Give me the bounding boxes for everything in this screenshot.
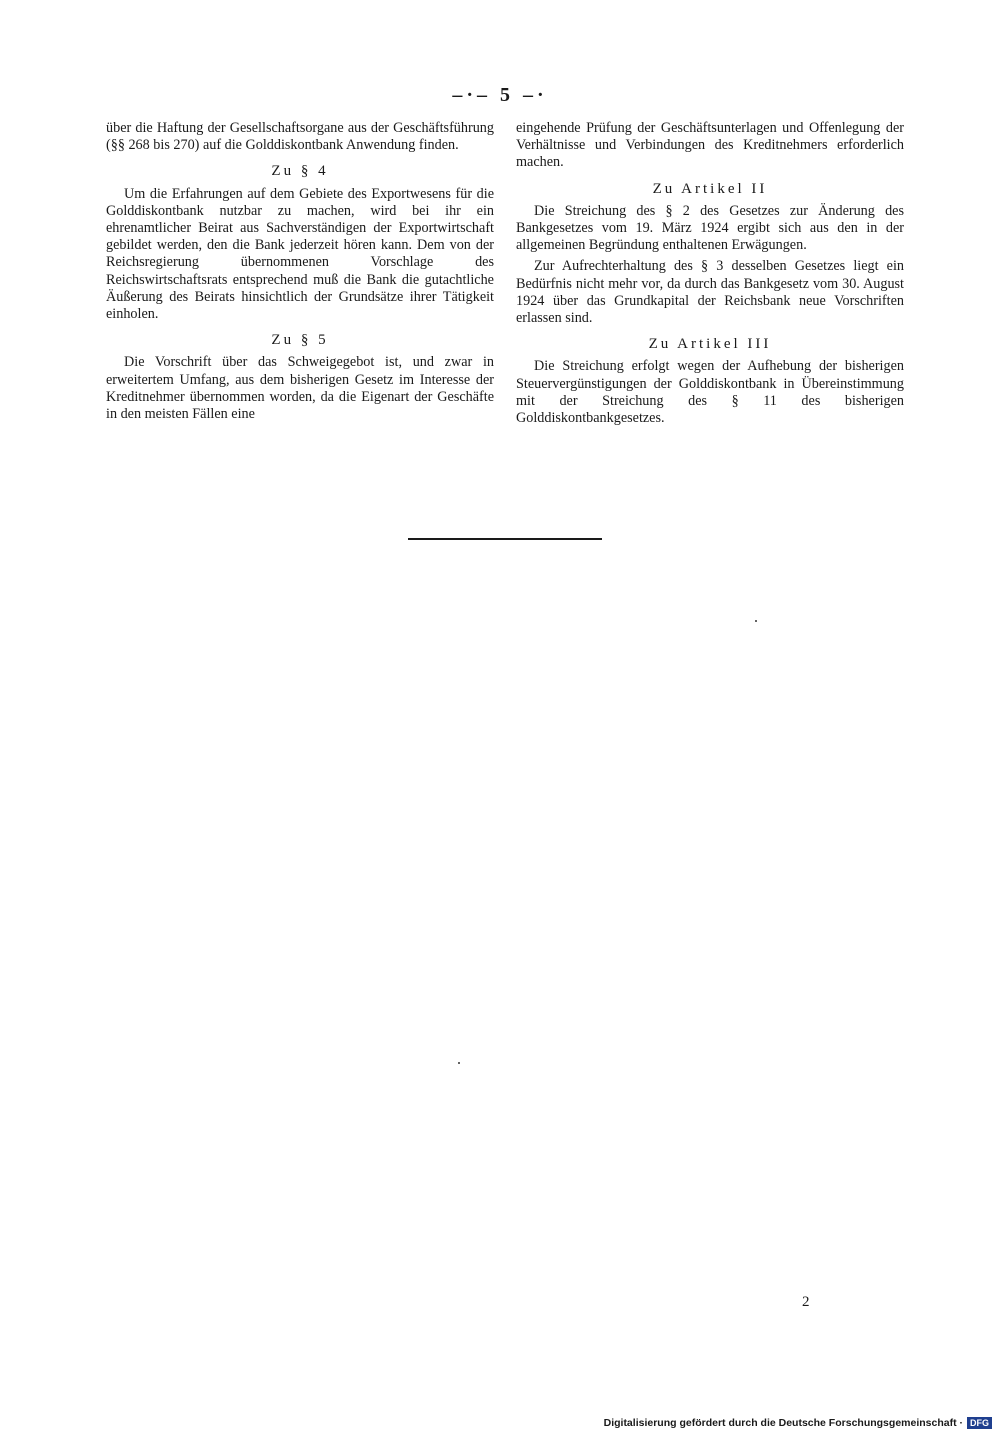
scan-speck (458, 1062, 460, 1064)
section-4-paragraph: Um die Erfahrungen auf dem Gebiete des Exportwesens für die Golddiskontbank nutzbar zu machen, wird bei ihr ein ehrenamtlicher Beirat aus Sachverständigen der Exportwirtschaft gebildet werden, den die Bank jederzeit hören kann. Dem von der Reichsregierung übernommenen Vorschlage des Reichswirtschaftsrats entsprechend muß die Bank die gutachtliche Äußerung des Beirats hinsichtlich der Grundsätze ihrer Tätigkeit einholen. (106, 185, 494, 323)
article-3-paragraph: Die Streichung erfolgt wegen der Aufhebung der bisherigen Steuervergünstigungen der Golddiskontbank in Übereinstimmung mit der Streichung des § 11 des bisherigen Golddiskontbankgesetzes. (516, 358, 904, 427)
section-5-heading: Zu § 5 (271, 332, 329, 349)
dfg-logo: DFG (967, 1417, 992, 1429)
section-5-paragraph: Die Vorschrift über das Schweigegebot ist, und zwar in erweitertem Umfang, aus dem bisherigen Gesetz im Interesse der Kreditnehmer übernommen worden, da die Eigenart der Geschäfte in den meisten Fällen eine (106, 354, 494, 423)
header-left-dash: –·– (452, 84, 491, 106)
sheet-number: 2 (802, 1294, 810, 1310)
article-2-paragraph-1: Die Streichung des § 2 des Gesetzes zur Änderung des Bankgesetzes vom 19. März 1924 ergibt sich aus den in der allgemeinen Begründung enthaltenen Erwägungen. (516, 202, 904, 254)
header-right-dash: –· (523, 84, 548, 106)
right-intro-paragraph: eingehende Prüfung der Geschäftsunterlagen und Offenlegung der Verhältnisse und Verbindungen des Kreditnehmers erforderlich machen. (516, 120, 904, 171)
left-intro-paragraph: über die Haftung der Gesellschaftsorgane aus der Geschäftsführung (§§ 268 bis 270) auf die Golddiskontbank Anwendung finden. (106, 120, 494, 154)
page-header (0, 84, 1000, 107)
end-rule (408, 538, 602, 540)
right-column (516, 120, 904, 427)
section-4-heading: Zu § 4 (271, 163, 329, 180)
page-number: 5 (500, 84, 514, 106)
article-3-heading: Zu Artikel III (648, 336, 772, 353)
footer-text: Digitalisierung gefördert durch die Deutsche Forschungsgemeinschaft · (603, 1417, 963, 1429)
left-column (106, 120, 494, 423)
digitization-footer (604, 1417, 992, 1429)
scan-speck (755, 620, 757, 622)
article-2-heading: Zu Artikel II (652, 180, 768, 197)
article-2-paragraph-2: Zur Aufrechterhaltung des § 3 desselben Gesetzes liegt ein Bedürfnis nicht mehr vor, da durch das Bankgesetz vom 30. August 1924 über das Grundkapital der Reichsbank neue Vorschriften erlassen sind. (516, 258, 904, 327)
